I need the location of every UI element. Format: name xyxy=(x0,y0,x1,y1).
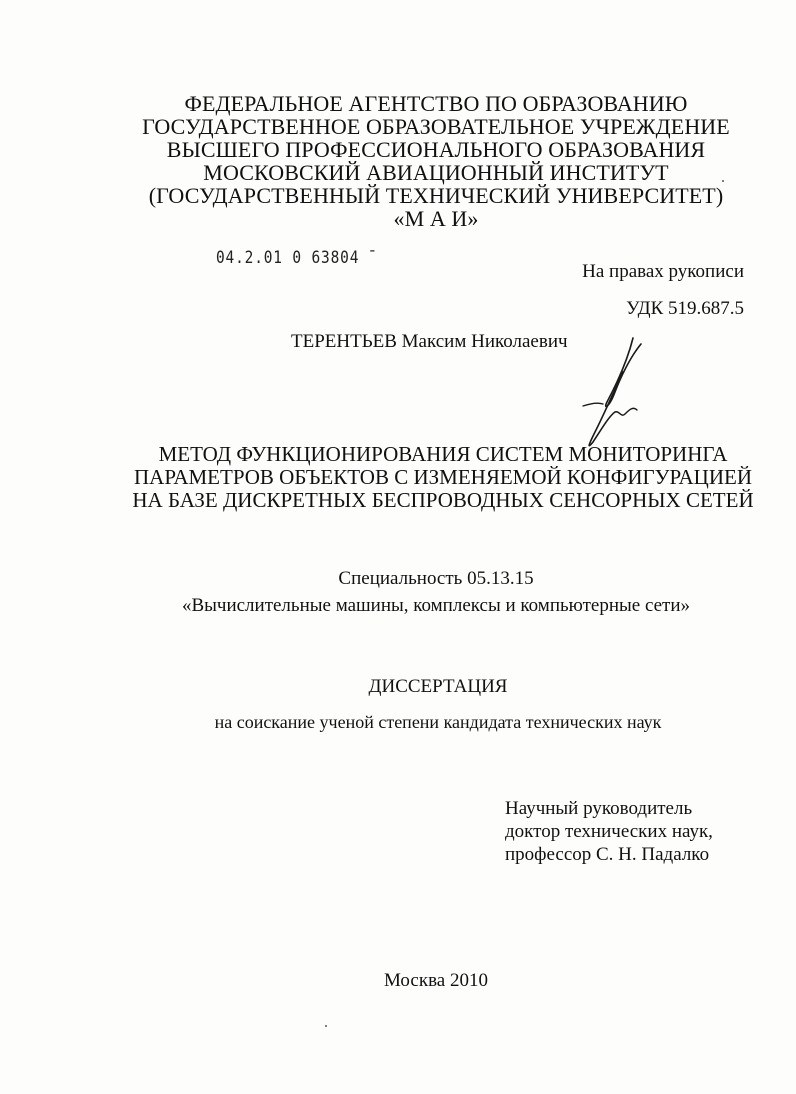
advisor-degree: доктор технических наук, xyxy=(505,821,713,842)
advisor-role: Научный руководитель xyxy=(505,798,693,819)
organization-line: МОСКОВСКИЙ АВИАЦИОННЫЙ ИНСТИТУТ xyxy=(203,160,669,185)
scientific-advisor xyxy=(505,797,713,866)
signature-icon xyxy=(563,332,655,460)
title-line: ПАРАМЕТРОВ ОБЪЕКТОВ С ИЗМЕНЯЕМОЙ КОНФИГУРАЦИЕЙ xyxy=(134,465,752,489)
manuscript-rights-note: На правах рукописи xyxy=(582,261,744,282)
degree-sought: на соискание ученой степени кандидата технических наук xyxy=(214,712,662,732)
city-year: Москва 2010 xyxy=(384,970,488,991)
organization-line: ГОСУДАРСТВЕННОЕ ОБРАЗОВАТЕЛЬНОЕ УЧРЕЖДЕНИЕ xyxy=(142,114,730,139)
specialty-code: Специальность 05.13.15 xyxy=(338,568,534,589)
scan-speck xyxy=(722,180,724,182)
scan-speck xyxy=(325,1025,327,1027)
registration-number: 04.2.01 0 63804 ̄ xyxy=(216,248,369,268)
advisor-name: профессор С. Н. Падалко xyxy=(505,844,710,865)
dissertation-title xyxy=(45,443,796,512)
organization-line: «М А И» xyxy=(393,206,479,231)
organization-line: ВЫСШЕГО ПРОФЕССИОНАЛЬНОГО ОБРАЗОВАНИЯ xyxy=(166,137,706,162)
udk-code: УДК 519.687.5 xyxy=(626,298,744,319)
title-line: НА БАЗЕ ДИСКРЕТНЫХ БЕСПРОВОДНЫХ СЕНСОРНЫХ СЕТЕЙ xyxy=(132,488,754,512)
specialty xyxy=(38,565,796,619)
organization-line: ФЕДЕРАЛЬНОЕ АГЕНТСТВО ПО ОБРАЗОВАНИЮ xyxy=(184,91,688,116)
title-line: МЕТОД ФУНКЦИОНИРОВАНИЯ СИСТЕМ МОНИТОРИНГА xyxy=(158,442,728,466)
author-name: ТЕРЕНТЬЕВ Максим Николаевич xyxy=(291,331,568,352)
document-type: ДИССЕРТАЦИЯ xyxy=(368,676,508,697)
organization-header xyxy=(38,92,796,230)
organization-line: (ГОСУДАРСТВЕННЫЙ ТЕХНИЧЕСКИЙ УНИВЕРСИТЕТ) xyxy=(148,183,724,208)
specialty-name: «Вычислительные машины, комплексы и компьютерные сети» xyxy=(181,595,691,616)
